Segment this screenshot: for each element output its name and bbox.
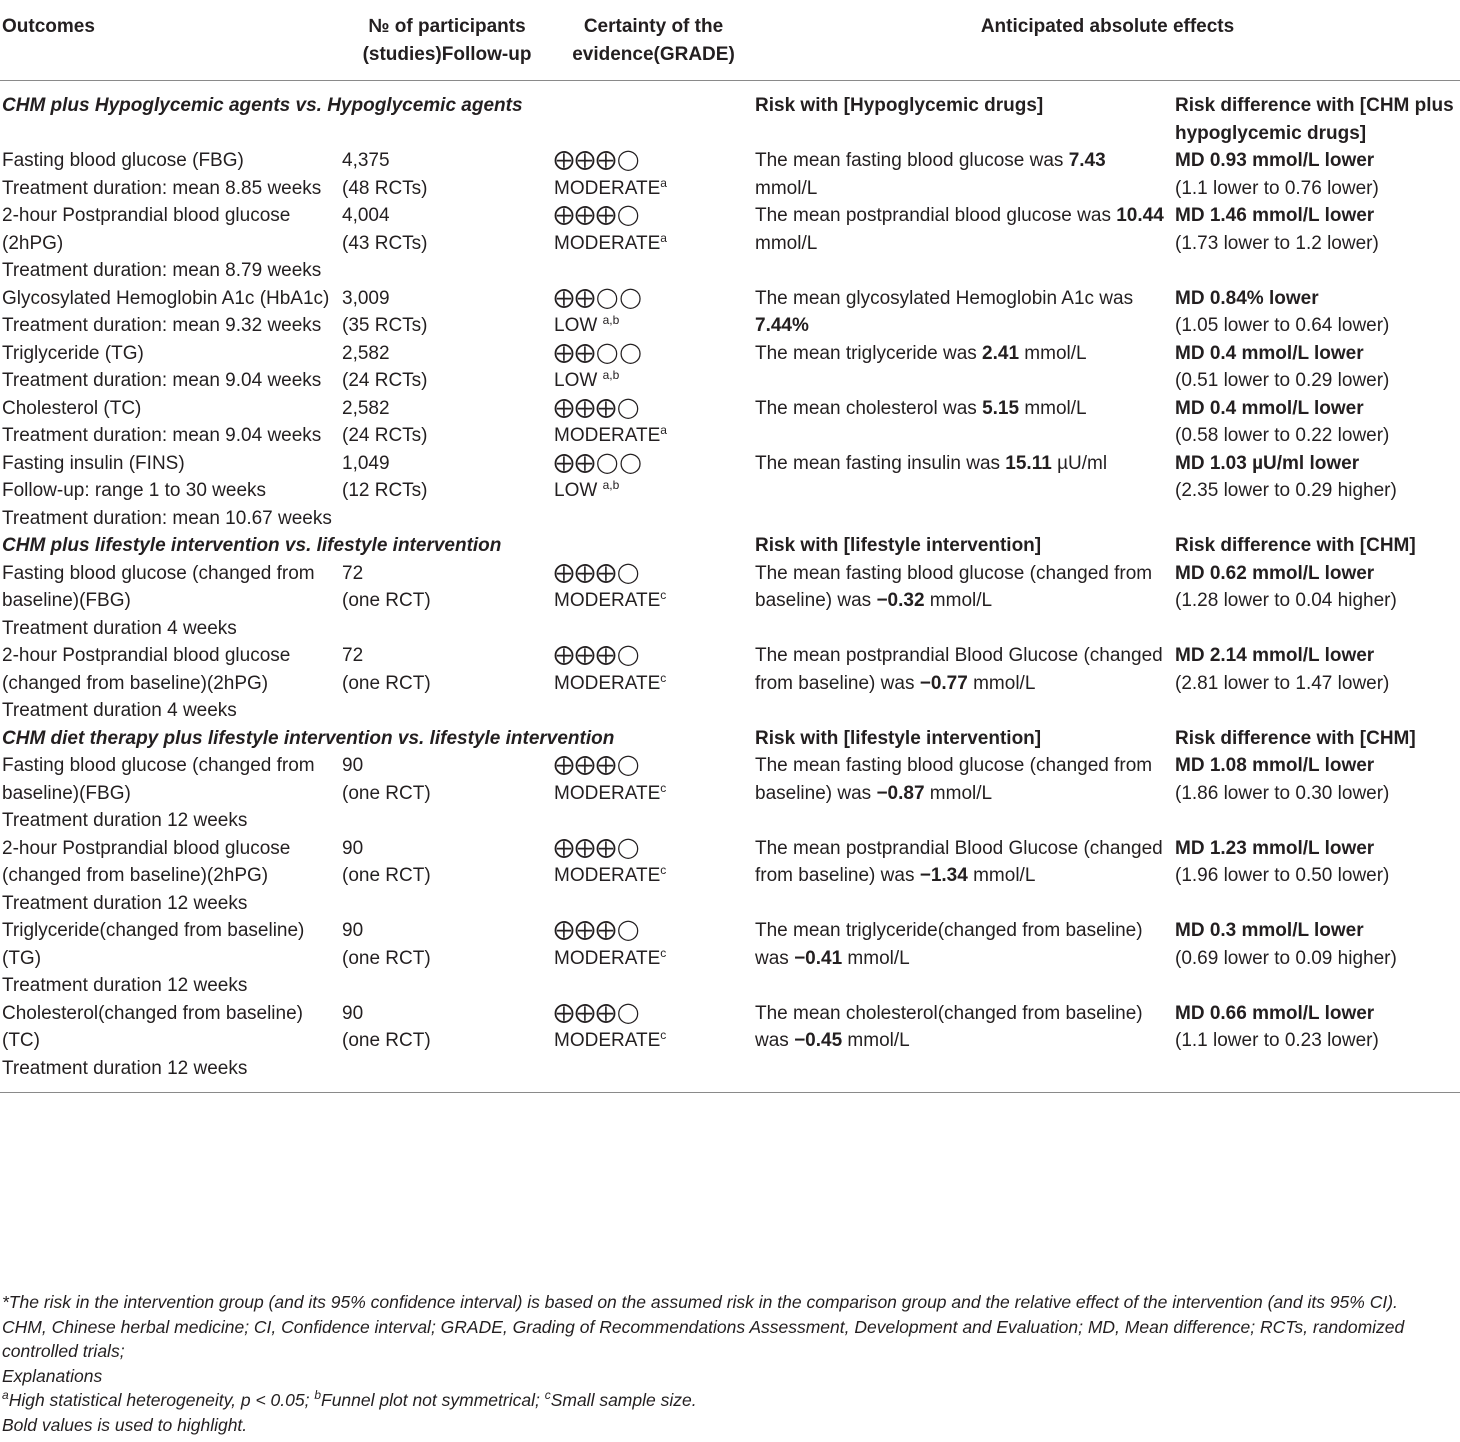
outcome-name: Glycosylated Hemoglobin A1c (HbA1c) (2, 287, 330, 309)
risk-value: −1.34 (919, 865, 968, 886)
studies-count: (one RCT) (342, 947, 431, 969)
grade-label: MODERATE (554, 1030, 661, 1051)
mean-difference: MD 0.62 mmol/L lower (1175, 562, 1375, 584)
outcome-cell (0, 395, 340, 450)
outcome-note: Treatment duration 12 weeks (2, 892, 248, 914)
certainty-grade (554, 862, 753, 890)
risk-value: 7.44% (755, 315, 809, 336)
participants-cell (340, 642, 552, 725)
participants-cell (340, 147, 552, 202)
header-participants: № of participants (studies)Follow-up (340, 0, 552, 81)
section-title: CHM plus Hypoglycemic agents vs. Hypoglycemic agents (2, 95, 523, 116)
confidence-interval: (2.35 lower to 0.29 higher) (1175, 480, 1397, 501)
section-header-row (0, 725, 1460, 753)
studies-count: (35 RCTs) (342, 315, 428, 336)
risk-value: −0.41 (794, 947, 843, 969)
outcome-name: Triglyceride (TG) (2, 342, 144, 364)
confidence-interval: (1.73 lower to 1.2 lower) (1175, 232, 1379, 254)
risk-difference-cell (1173, 395, 1460, 450)
outcome-note: Treatment duration: mean 9.32 weeks (2, 315, 322, 336)
studies-count: (one RCT) (342, 1030, 431, 1051)
participants-count: 3,009 (342, 287, 390, 309)
table-row (0, 285, 1460, 340)
risk-unit: mmol/L (1019, 342, 1087, 364)
participants-cell (340, 835, 552, 918)
grade-label: MODERATE (554, 782, 661, 804)
outcome-cell (0, 642, 340, 725)
participants-cell (340, 917, 552, 1000)
table-header-row (0, 0, 1460, 81)
risk-text: The mean fasting blood glucose (changed from baseline) was (755, 755, 1153, 804)
table-row (0, 752, 1460, 835)
grade-footnote: a (660, 175, 667, 190)
grade-footnote: a,b (602, 478, 620, 492)
grade-label: LOW (554, 315, 603, 336)
outcome-name: Cholesterol (TC) (2, 397, 142, 419)
risk-difference-header: Risk difference with [CHM plus hypoglycemic drugs] (1175, 95, 1454, 144)
risk-unit: mmol/L (924, 590, 993, 611)
table-row (0, 147, 1460, 202)
participants-count: 72 (342, 562, 364, 584)
certainty-cell (552, 835, 753, 918)
table-row (0, 202, 1460, 285)
grade-footnote: c (660, 863, 667, 877)
risk-text: The mean triglyceride was (755, 342, 983, 364)
participants-cell (340, 560, 552, 643)
table-row (0, 395, 1460, 450)
certainty-grade (554, 945, 753, 973)
risk-difference-cell (1173, 642, 1460, 725)
header-effects: Anticipated absolute effects (753, 0, 1460, 81)
risk-with-header: Risk with [lifestyle intervention] (755, 535, 1042, 556)
certainty-cell (552, 1000, 753, 1093)
certainty-grade (554, 367, 753, 395)
risk-difference-cell (1173, 450, 1460, 533)
risk-difference-cell (1173, 917, 1460, 1000)
risk-text: The mean postprandial blood glucose was (755, 205, 1117, 226)
risk-value: −0.87 (876, 782, 925, 804)
outcome-cell (0, 1000, 340, 1093)
risk-unit: mmol/L (842, 947, 910, 969)
risk-text: The mean postprandial Blood Glucose (changed from baseline) was (755, 837, 1163, 886)
risk-text: The mean glycosylated Hemoglobin A1c was (755, 287, 1134, 309)
risk-difference-cell (1173, 560, 1460, 643)
risk-unit: µU/ml (1051, 452, 1108, 474)
risk-unit: mmol/L (755, 177, 818, 199)
outcome-cell (0, 147, 340, 202)
certainty-cell (552, 147, 753, 202)
table-row (0, 1000, 1460, 1093)
certainty-grade (554, 670, 753, 698)
grade-label: MODERATE (554, 425, 661, 446)
certainty-symbols: ⨁⨁⨁◯ (554, 561, 641, 584)
certainty-cell (552, 752, 753, 835)
grade-footnote: a (660, 230, 667, 245)
risk-unit: mmol/L (967, 865, 1036, 886)
grade-footnote: c (660, 588, 667, 602)
participants-cell (340, 450, 552, 533)
outcome-note: Treatment duration: mean 9.04 weeks (2, 370, 322, 391)
grade-label: LOW (554, 370, 603, 391)
certainty-symbols: ⨁⨁⨁◯ (554, 149, 641, 171)
header-outcomes: Outcomes (0, 0, 340, 81)
risk-with-cell (753, 202, 1173, 285)
risk-text: The mean triglyceride(changed from baseline) was (755, 920, 1143, 969)
certainty-cell (552, 642, 753, 725)
mean-difference: MD 0.84% lower (1175, 287, 1319, 309)
risk-with-cell (753, 752, 1173, 835)
grade-footnote: a (660, 423, 667, 437)
certainty-grade (554, 422, 753, 450)
mean-difference: MD 2.14 mmol/L lower (1175, 645, 1375, 666)
risk-unit: mmol/L (755, 232, 818, 254)
confidence-interval: (2.81 lower to 1.47 lower) (1175, 672, 1390, 694)
risk-text: The mean cholesterol(changed from baseline) was (755, 1002, 1143, 1051)
risk-with-cell (753, 835, 1173, 918)
risk-with-cell (753, 560, 1173, 643)
risk-with-cell (753, 450, 1173, 533)
outcome-note: Follow-up: range 1 to 30 weeks Treatment duration: mean 10.67 weeks (2, 480, 332, 529)
certainty-symbols: ⨁⨁◯◯ (554, 451, 643, 474)
risk-value: 7.43 (1068, 150, 1106, 171)
certainty-symbols: ⨁⨁⨁◯ (554, 1001, 641, 1024)
risk-text: The mean postprandial Blood Glucose (changed from baseline) was (755, 645, 1163, 694)
participants-cell (340, 340, 552, 395)
risk-value: −0.45 (794, 1030, 843, 1051)
outcome-name: Cholesterol(changed from baseline) (TC) (2, 1002, 303, 1051)
risk-unit: mmol/L (842, 1030, 910, 1051)
table-row (0, 642, 1460, 725)
risk-value: 5.15 (982, 397, 1020, 419)
participants-cell (340, 752, 552, 835)
section-title: CHM plus lifestyle intervention vs. lifestyle intervention (2, 535, 502, 556)
mean-difference: MD 0.3 mmol/L lower (1175, 920, 1364, 941)
certainty-cell (552, 450, 753, 533)
participants-count: 90 (342, 1002, 364, 1024)
section-header-row (0, 81, 1460, 148)
outcome-cell (0, 202, 340, 285)
risk-text: The mean fasting blood glucose (changed from baseline) was (755, 562, 1153, 611)
participants-cell (340, 395, 552, 450)
risk-text: The mean fasting insulin was (755, 452, 1006, 474)
participants-count: 90 (342, 920, 364, 941)
grade-label: MODERATE (554, 177, 661, 199)
outcome-cell (0, 560, 340, 643)
participants-count: 72 (342, 645, 364, 666)
table-footnotes (2, 1290, 1452, 1437)
footnote-risk: *The risk in the intervention group (and its 95% confidence interval) is based on the assumed risk in the comparison group and the relative effect of the intervention (and its 95% CI). (2, 1292, 1398, 1312)
studies-count: (one RCT) (342, 782, 431, 804)
certainty-cell (552, 340, 753, 395)
participants-count: 90 (342, 837, 364, 859)
risk-difference-cell (1173, 285, 1460, 340)
certainty-symbols: ⨁⨁⨁◯ (554, 754, 641, 776)
mean-difference: MD 0.93 mmol/L lower (1175, 150, 1375, 171)
studies-count: (12 RCTs) (342, 480, 428, 501)
footnote-bold-note: Bold values is used to highlight. (2, 1414, 248, 1435)
participants-count: 2,582 (342, 397, 390, 419)
risk-difference-cell (1173, 340, 1460, 395)
table-row (0, 450, 1460, 533)
participants-cell (340, 202, 552, 285)
risk-with-cell (753, 340, 1173, 395)
risk-value: 15.11 (1005, 452, 1052, 474)
table-body (0, 81, 1460, 1093)
outcome-note: Treatment duration 4 weeks (2, 700, 237, 721)
certainty-symbols: ⨁⨁◯◯ (554, 286, 643, 309)
grade-label: MODERATE (554, 232, 661, 254)
outcome-note: Treatment duration 12 weeks (2, 1057, 248, 1079)
certainty-cell (552, 560, 753, 643)
header-certainty: Certainty of the evidence(GRADE) (552, 0, 753, 81)
section-header-row (0, 532, 1460, 560)
outcome-note: Treatment duration 12 weeks (2, 810, 248, 831)
outcome-note: Treatment duration: mean 8.79 weeks (2, 260, 322, 281)
risk-with-cell (753, 395, 1173, 450)
studies-count: (one RCT) (342, 590, 431, 611)
mean-difference: MD 1.08 mmol/L lower (1175, 755, 1375, 776)
outcome-cell (0, 340, 340, 395)
table-row (0, 340, 1460, 395)
risk-with-cell (753, 642, 1173, 725)
grade-footnote: a,b (602, 368, 620, 382)
mean-difference: MD 0.4 mmol/L lower (1175, 342, 1364, 364)
outcome-note: Treatment duration 4 weeks (2, 617, 237, 639)
certainty-symbols: ⨁⨁◯◯ (554, 341, 643, 364)
risk-difference-cell (1173, 752, 1460, 835)
mean-difference: MD 0.4 mmol/L lower (1175, 397, 1364, 419)
risk-unit: mmol/L (924, 782, 993, 804)
outcome-cell (0, 752, 340, 835)
mean-difference: MD 1.23 mmol/L lower (1175, 837, 1375, 859)
grade-footnote: c (660, 780, 667, 795)
risk-difference-cell (1173, 835, 1460, 918)
risk-with-cell (753, 917, 1173, 1000)
confidence-interval: (1.28 lower to 0.04 higher) (1175, 590, 1397, 611)
participants-cell (340, 1000, 552, 1093)
confidence-interval: (0.51 lower to 0.29 lower) (1175, 370, 1390, 391)
outcome-cell (0, 450, 340, 533)
studies-count: (one RCT) (342, 672, 431, 694)
grade-label: LOW (554, 480, 603, 501)
risk-difference-header: Risk difference with [CHM] (1175, 535, 1416, 556)
certainty-grade (554, 477, 753, 505)
certainty-symbols: ⨁⨁⨁◯ (554, 919, 641, 941)
risk-with-header: Risk with [Hypoglycemic drugs] (755, 95, 1044, 116)
participants-count: 4,004 (342, 205, 390, 226)
outcome-note: Treatment duration 12 weeks (2, 975, 248, 996)
mean-difference: MD 1.03 µU/ml lower (1175, 452, 1360, 474)
outcome-note: Treatment duration: mean 8.85 weeks (2, 177, 322, 199)
studies-count: (43 RCTs) (342, 232, 428, 254)
outcome-name: Fasting insulin (FINS) (2, 452, 185, 474)
certainty-grade (554, 230, 753, 258)
table-row (0, 917, 1460, 1000)
mean-difference: MD 1.46 mmol/L lower (1175, 205, 1375, 226)
grade-footnote: a,b (602, 313, 620, 327)
confidence-interval: (1.86 lower to 0.30 lower) (1175, 782, 1390, 804)
certainty-grade (554, 1027, 753, 1055)
certainty-symbols: ⨁⨁⨁◯ (554, 396, 641, 419)
mean-difference: MD 0.66 mmol/L lower (1175, 1002, 1375, 1024)
certainty-cell (552, 285, 753, 340)
risk-unit: mmol/L (967, 672, 1036, 694)
risk-difference-cell (1173, 147, 1460, 202)
risk-value: 10.44 (1116, 205, 1164, 226)
certainty-grade (554, 780, 753, 808)
certainty-cell (552, 917, 753, 1000)
confidence-interval: (0.69 lower to 0.09 higher) (1175, 947, 1397, 969)
studies-count: (24 RCTs) (342, 425, 428, 446)
grade-label: MODERATE (554, 947, 661, 969)
grade-label: MODERATE (554, 865, 661, 886)
risk-text: The mean fasting blood glucose was (755, 150, 1069, 171)
participants-count: 2,582 (342, 342, 390, 364)
risk-with-cell (753, 147, 1173, 202)
footnote-explanations: $^a$High statistical heterogeneity, p < 0.05; $^b$Funnel plot not symmetrical; $^c$Small sample size. (2, 1388, 697, 1410)
outcome-cell (0, 835, 340, 918)
risk-with-cell (753, 285, 1173, 340)
risk-unit: mmol/L (1019, 397, 1087, 419)
outcome-name: Fasting blood glucose (FBG) (2, 150, 244, 171)
studies-count: (48 RCTs) (342, 177, 428, 199)
outcome-name: Fasting blood glucose (changed from baseline)(FBG) (2, 755, 315, 804)
risk-value: −0.32 (876, 590, 925, 611)
table-row (0, 560, 1460, 643)
risk-value: 2.41 (982, 342, 1020, 364)
outcome-name: Fasting blood glucose (changed from baseline)(FBG) (2, 562, 315, 611)
certainty-grade (554, 175, 753, 203)
confidence-interval: (1.1 lower to 0.23 lower) (1175, 1030, 1379, 1051)
risk-with-header: Risk with [lifestyle intervention] (755, 727, 1042, 749)
studies-count: (24 RCTs) (342, 370, 428, 391)
grade-label: MODERATE (554, 672, 661, 694)
certainty-grade (554, 312, 753, 340)
certainty-symbols: ⨁⨁⨁◯ (554, 644, 641, 666)
participants-count: 1,049 (342, 452, 390, 474)
outcome-cell (0, 285, 340, 340)
certainty-grade (554, 587, 753, 615)
outcome-name: 2-hour Postprandial blood glucose (changed from baseline)(2hPG) (2, 645, 291, 694)
risk-with-cell (753, 1000, 1173, 1093)
footnote-explanations-label: Explanations (2, 1365, 103, 1386)
risk-difference-cell (1173, 1000, 1460, 1093)
outcome-name: Triglyceride(changed from baseline) (TG) (2, 920, 305, 969)
grade-footnote: c (660, 1028, 667, 1042)
risk-difference-cell (1173, 202, 1460, 285)
grade-label: MODERATE (554, 590, 661, 611)
studies-count: (one RCT) (342, 865, 431, 886)
outcome-name: 2-hour Postprandial blood glucose (2hPG) (2, 205, 291, 254)
risk-difference-header: Risk difference with [CHM] (1175, 727, 1416, 749)
risk-value: −0.77 (919, 672, 968, 694)
certainty-cell (552, 202, 753, 285)
certainty-symbols: ⨁⨁⨁◯ (554, 836, 641, 859)
confidence-interval: (1.05 lower to 0.64 lower) (1175, 315, 1390, 336)
participants-cell (340, 285, 552, 340)
footnote-abbreviations: CHM, Chinese herbal medicine; CI, Confidence interval; GRADE, Grading of Recommendations Assessment, Development and Evaluation; MD, Mean difference; RCTs, randomized controlled trials; (2, 1316, 1405, 1361)
risk-text: The mean cholesterol was (755, 397, 983, 419)
grade-footnote: c (660, 670, 667, 685)
certainty-symbols: ⨁⨁⨁◯ (554, 204, 641, 226)
participants-count: 4,375 (342, 150, 390, 171)
participants-count: 90 (342, 755, 364, 776)
section-title: CHM diet therapy plus lifestyle intervention vs. lifestyle intervention (2, 727, 615, 749)
confidence-interval: (1.96 lower to 0.50 lower) (1175, 865, 1390, 886)
confidence-interval: (0.58 lower to 0.22 lower) (1175, 425, 1390, 446)
outcome-cell (0, 917, 340, 1000)
grade-footnote: c (660, 945, 667, 960)
outcome-name: 2-hour Postprandial blood glucose (changed from baseline)(2hPG) (2, 837, 291, 886)
confidence-interval: (1.1 lower to 0.76 lower) (1175, 177, 1379, 199)
certainty-cell (552, 395, 753, 450)
table-row (0, 835, 1460, 918)
outcome-note: Treatment duration: mean 9.04 weeks (2, 425, 322, 446)
